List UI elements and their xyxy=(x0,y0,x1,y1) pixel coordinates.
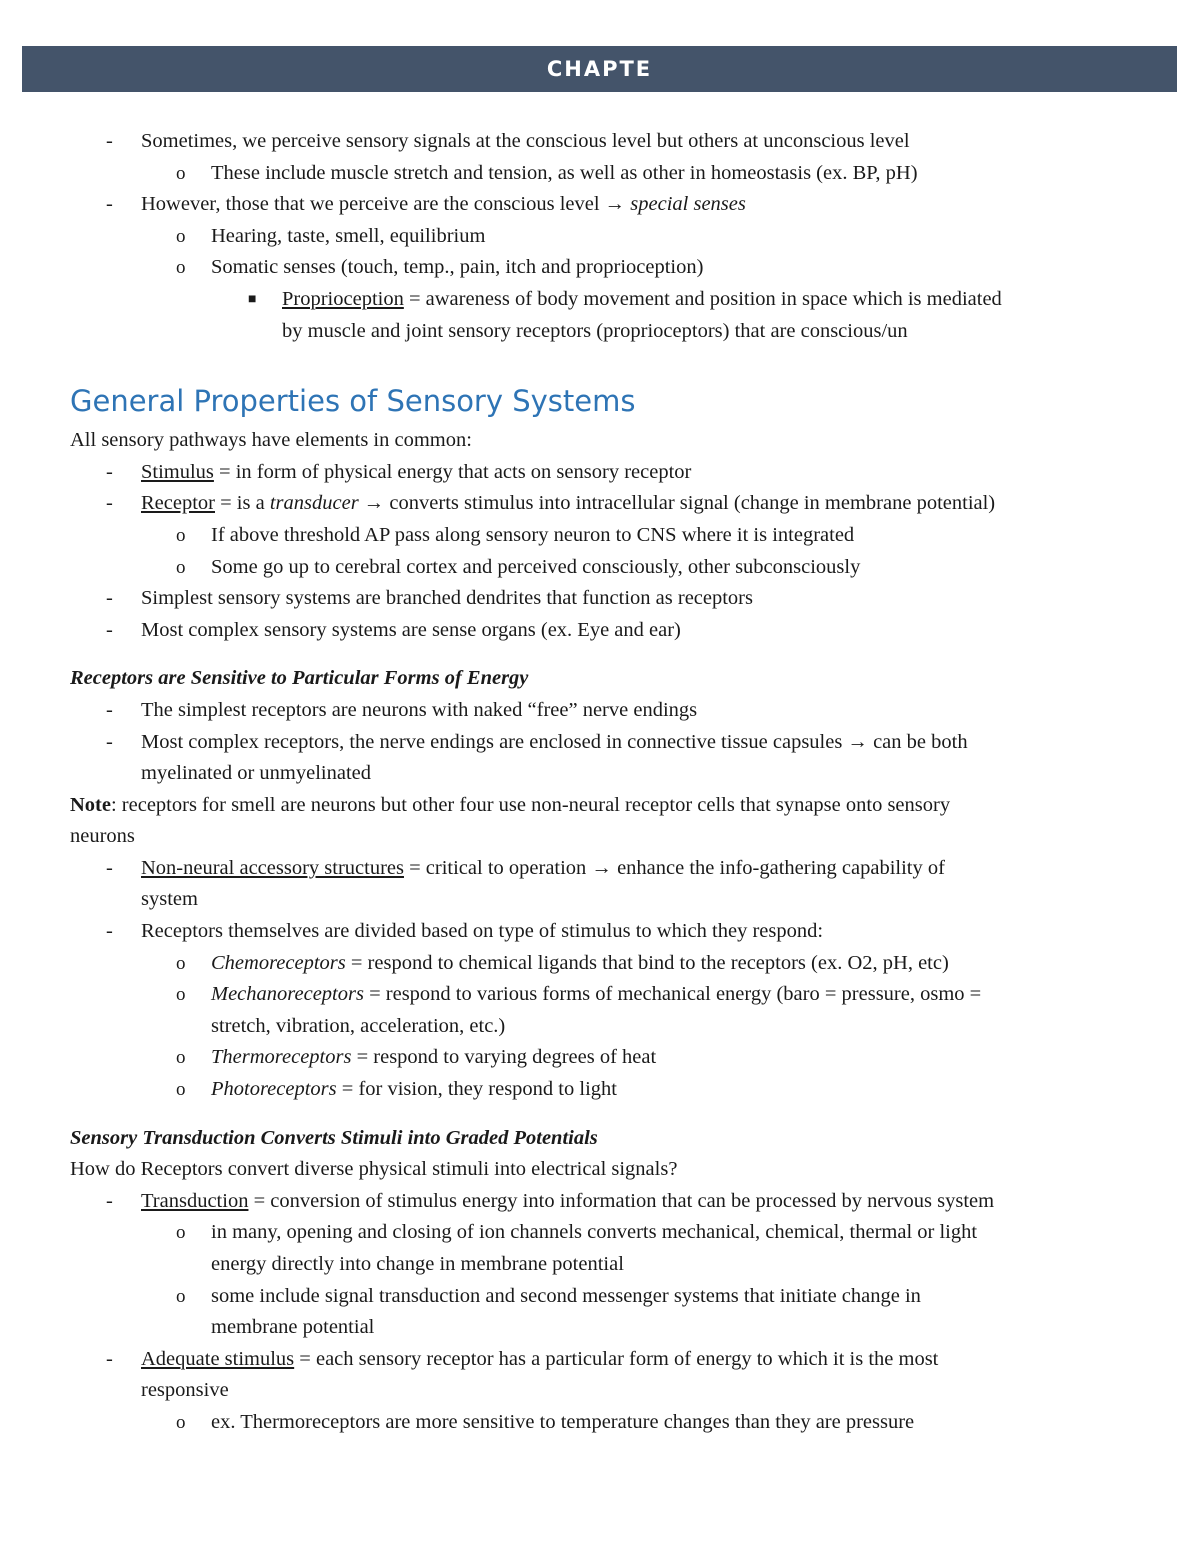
bullet-item: - Receptors themselves are divided based on type of stimulus to which they respond: xyxy=(106,920,824,943)
continuation-line: energy directly into change in membrane potential xyxy=(211,1253,624,1275)
arrow-icon: → xyxy=(591,856,612,879)
sub-bullet-item: o Some go up to cerebral cortex and perceived consciously, other subconsciously xyxy=(176,555,861,578)
sub-bullet-item: o some include signal transduction and second messenger systems that initiate change in xyxy=(176,1284,921,1307)
term-stimulus: Stimulus xyxy=(141,460,214,483)
chapter-title: CHAPTE xyxy=(546,57,653,81)
continuation-line: system xyxy=(141,888,198,911)
term-proprioception: Proprioception xyxy=(282,287,404,310)
bullet-item: - Receptor = is a transducer → converts stimulus into intracellular signal (change in membrane potential) xyxy=(106,492,996,515)
bullet-item: - Most complex receptors, the nerve endings are enclosed in connective tissue capsules → can be both xyxy=(106,730,968,753)
arrow-icon: → xyxy=(363,492,385,515)
continuation-line: responsive xyxy=(141,1379,229,1402)
bullet-item: - Transduction = conversion of stimulus energy into information that can be processed by nervous system xyxy=(106,1189,995,1212)
bullet-item: - Stimulus = in form of physical energy that acts on sensory receptor xyxy=(106,460,692,483)
bullet-item: - Sometimes, we perceive sensory signals at the conscious level but others at unconscious level xyxy=(106,130,910,152)
term-transduction: Transduction xyxy=(141,1189,249,1212)
paragraph: All sensory pathways have elements in common: xyxy=(70,429,472,452)
term-adequate-stimulus: Adequate stimulus xyxy=(141,1347,295,1370)
chapter-header-banner xyxy=(22,46,1177,92)
bullet-item: - However, those that we perceive are the conscious level → special senses xyxy=(106,193,746,216)
sub-bullet-item: o Hearing, taste, smell, equilibrium xyxy=(176,224,486,247)
sub-bullet-item: o These include muscle stretch and tension, as well as other in homeostasis (ex. BP, pH) xyxy=(176,161,918,184)
arrow-icon: → xyxy=(847,730,868,753)
continuation-line: stretch, vibration, acceleration, etc.) xyxy=(211,1014,506,1037)
document-body xyxy=(70,126,1140,1439)
arrow-icon: → xyxy=(604,193,626,216)
bullet-item: - Most complex sensory systems are sense organs (ex. Eye and ear) xyxy=(106,618,681,641)
bullet-item: - Non-neural accessory structures = critical to operation → enhance the info-gathering capability of xyxy=(106,856,945,879)
sub-bullet-item: o ex. Thermoreceptors are more sensitive to temperature changes than they are pressure xyxy=(176,1410,915,1433)
bullet-item: - The simplest receptors are neurons with naked “free” nerve endings xyxy=(106,698,698,721)
term-chemoreceptors: Chemoreceptors xyxy=(211,951,346,974)
term-accessory-structures: Non-neural accessory structures xyxy=(141,856,404,879)
note-label: Note xyxy=(70,793,111,816)
sub-bullet-item: o Chemoreceptors = respond to chemical ligands that bind to the receptors (ex. O2, pH, etc) xyxy=(176,951,949,974)
continuation-line: neurons xyxy=(70,825,135,848)
continuation-line: myelinated or unmyelinated xyxy=(141,762,371,785)
sub-bullet-item: o If above threshold AP pass along sensory neuron to CNS where it is integrated xyxy=(176,523,855,546)
bullet-item: - Adequate stimulus = each sensory receptor has a particular form of energy to which it is the most xyxy=(106,1347,939,1370)
sub-bullet-item: o Somatic senses (touch, temp., pain, itch and proprioception) xyxy=(176,256,704,279)
note-paragraph: Note: receptors for smell are neurons but other four use non-neural receptor cells that synapse onto sensory xyxy=(70,793,951,816)
term-mechanoreceptors: Mechanoreceptors xyxy=(211,983,364,1006)
continuation-line: by muscle and joint sensory receptors (proprioceptors) that are conscious/un xyxy=(282,319,908,342)
sub-bullet-item: o Mechanoreceptors = respond to various forms of mechanical energy (baro = pressure, osmo = xyxy=(176,983,982,1006)
square-bullet-item: ■ Proprioception = awareness of body movement and position in space which is mediated xyxy=(70,284,1140,316)
square-bullet-icon: ■ xyxy=(248,291,257,307)
continuation-line: membrane potential xyxy=(211,1316,375,1339)
subsection-heading: Sensory Transduction Converts Stimuli into Graded Potentials xyxy=(70,1126,598,1149)
section-heading: General Properties of Sensory Systems xyxy=(70,384,636,419)
term-thermoreceptors: Thermoreceptors xyxy=(211,1046,352,1069)
term-receptor: Receptor xyxy=(141,492,215,515)
paragraph: How do Receptors convert diverse physical stimuli into electrical signals? xyxy=(70,1158,678,1181)
term-photoreceptors: Photoreceptors xyxy=(211,1078,337,1101)
sub-bullet-item: o Photoreceptors = for vision, they respond to light xyxy=(176,1078,617,1101)
sub-bullet-item: o in many, opening and closing of ion channels converts mechanical, chemical, thermal or light xyxy=(176,1221,978,1244)
bullet-item: - Simplest sensory systems are branched dendrites that function as receptors xyxy=(106,587,753,610)
subsection-heading: Receptors are Sensitive to Particular Forms of Energy xyxy=(70,667,529,690)
sub-bullet-item: o Thermoreceptors = respond to varying degrees of heat xyxy=(176,1046,657,1069)
